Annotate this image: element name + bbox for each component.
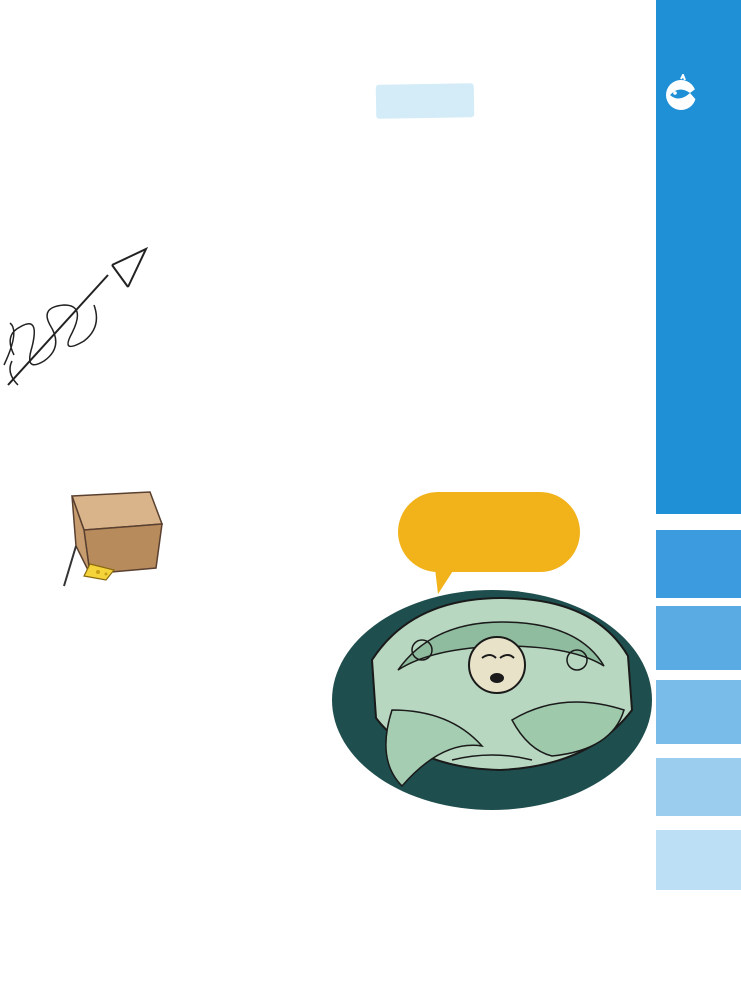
speech-bubble-tail — [430, 560, 470, 596]
chapter-title — [664, 130, 726, 460]
sidebar-block — [656, 758, 741, 816]
sidebar-block — [656, 680, 741, 744]
dollar-bill-illustration — [332, 560, 654, 812]
sidebar-block — [656, 830, 741, 890]
speech-bubble — [398, 492, 580, 572]
scribble-arrow-icon — [0, 235, 150, 395]
fish-icon — [661, 74, 703, 114]
sidebar-block — [656, 606, 741, 670]
trap-illustration — [54, 490, 172, 588]
sidebar-block — [656, 530, 741, 598]
section-tag — [376, 83, 475, 119]
trap-box-icon — [54, 490, 172, 588]
